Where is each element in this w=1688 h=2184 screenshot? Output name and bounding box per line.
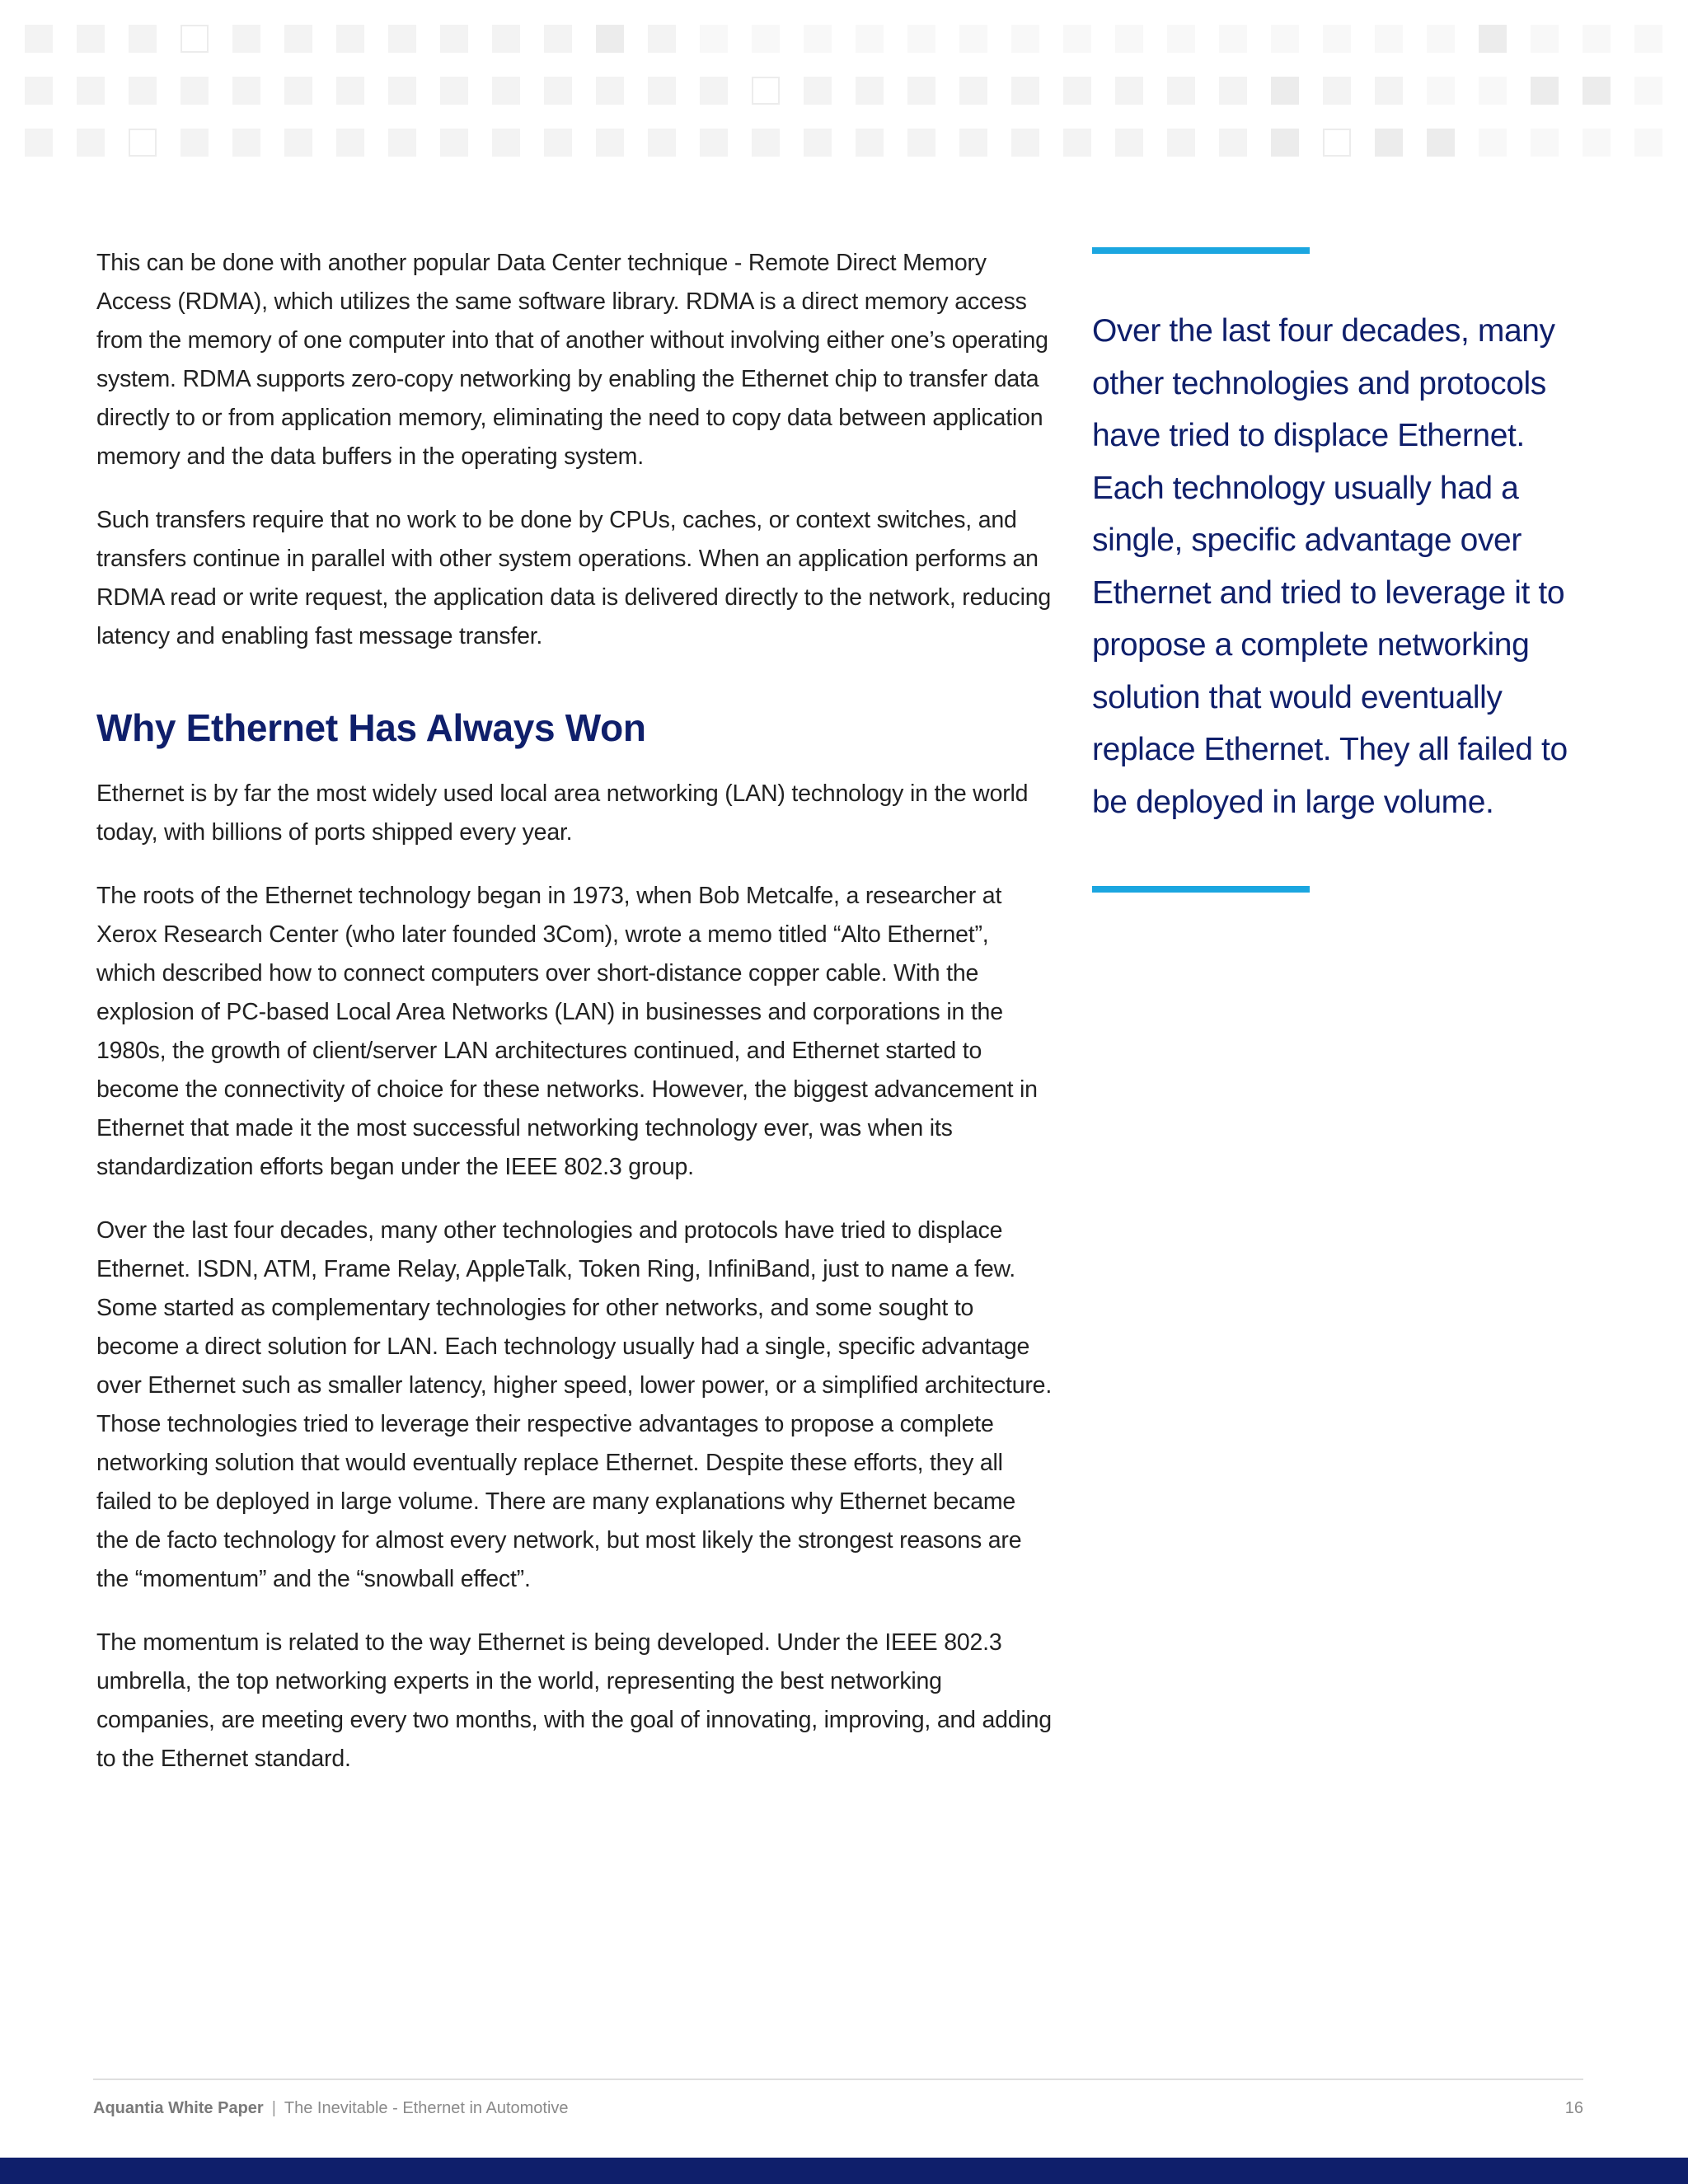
decorative-tile [336, 25, 364, 53]
decorative-tile [1219, 77, 1247, 105]
decorative-tile [1167, 77, 1195, 105]
decorative-tile [1427, 129, 1455, 157]
decorative-tile [440, 129, 468, 157]
decorative-tile [492, 77, 520, 105]
decorative-tile [1479, 77, 1507, 105]
decorative-tile [596, 129, 624, 157]
decorative-tile [440, 25, 468, 53]
decorative-tile [129, 129, 157, 157]
decorative-tile [544, 129, 572, 157]
decorative-tile [1271, 77, 1299, 105]
sidebar-pull-quote-box [1092, 247, 1595, 893]
decorative-tile [181, 77, 209, 105]
decorative-tile [1375, 129, 1403, 157]
pull-quote: Over the last four decades, many other technologies and protocols have tried to displace Ethernet. Each technology usually had a single, specific advantage over Ethernet and tried to leverage it to propose a complete networking solution that would eventually replace Ethernet. They all failed to be deployed in large volume. [1092, 313, 1568, 820]
decorative-tile [388, 129, 416, 157]
footer-brand: Aquantia White Paper [93, 2099, 264, 2117]
decorative-tile [648, 129, 676, 157]
decorative-tile [596, 77, 624, 105]
body-paragraph: The momentum is related to the way Ethernet is being developed. Under the IEEE 802.3 umbrella, the top networking experts in the world, representing the best networking companies, are meeting every two months, with the goal of innovating, improving, and adding to the Ethernet standard. [96, 1629, 1052, 1772]
decorative-tile [700, 25, 728, 53]
decorative-tile [1323, 77, 1351, 105]
decorative-tile [1634, 25, 1662, 53]
decorative-tile [1323, 25, 1351, 53]
decorative-tile [284, 77, 312, 105]
decorative-tile [596, 25, 624, 53]
body-paragraph: Ethernet is by far the most widely used local area networking (LAN) technology in the world today, with billions of ports shipped every year. [96, 780, 1029, 846]
decorative-tile [907, 25, 935, 53]
accent-rule-bottom [1092, 886, 1310, 893]
decorative-tile [1063, 25, 1091, 53]
decorative-tile [1634, 77, 1662, 105]
body-paragraph: Such transfers require that no work to be done by CPUs, caches, or context switches, and transfers continue in parallel with other system operations. When an application performs an RDMA read or write request, the application data is delivered directly to the network, reducing latency and enabling fast message transfer. [96, 507, 1052, 649]
decorative-tile [544, 77, 572, 105]
decorative-tile [1375, 25, 1403, 53]
decorative-tile [804, 77, 832, 105]
decorative-tile [77, 77, 105, 105]
page-footer [93, 2097, 1583, 2119]
decorative-tile [752, 77, 780, 105]
decorative-tile [1531, 25, 1559, 53]
decorative-tile [77, 129, 105, 157]
body-paragraph: This can be done with another popular Data Center technique - Remote Direct Memory Access (RDMA), which utilizes the same software library. RDMA is a direct memory access from the memory of one computer into that of another without involving either one’s operating system. RDMA supports zero-copy networking by enabling the Ethernet chip to transfer data directly to or from application memory, eliminating the need to copy data between application memory and the data buffers in the operating system. [96, 250, 1048, 470]
decorative-tile [1115, 77, 1143, 105]
decorative-tile [856, 77, 884, 105]
decorative-tile [1167, 129, 1195, 157]
decorative-tile [492, 25, 520, 53]
decorative-tile [1582, 25, 1611, 53]
decorative-tile [1115, 25, 1143, 53]
decorative-tile [388, 25, 416, 53]
body-paragraph: The roots of the Ethernet technology began in 1973, when Bob Metcalfe, a researcher at Xerox Research Center (who later founded 3Com), wrote a memo titled “Alto Ethernet”, which described how to connect computers over short-distance copper cable. With the explosion of PC-based Local Area Networks (LAN) in businesses and corporations in the 1980s, the growth of client/server LAN architectures continued, and Ethernet started to become the connectivity of choice for these networks. However, the biggest advancement in Ethernet that made it the most successful networking technology ever, was when its standardization efforts began under the IEEE 802.3 group. [96, 883, 1038, 1180]
decorative-tile [232, 129, 260, 157]
decorative-tile [752, 129, 780, 157]
decorative-tile [907, 77, 935, 105]
decorative-tile [752, 25, 780, 53]
decorative-tile [700, 77, 728, 105]
decorative-tile [1427, 77, 1455, 105]
decorative-tile [440, 77, 468, 105]
decorative-tile [1582, 77, 1611, 105]
decorative-tile [959, 129, 987, 157]
decorative-tile [648, 25, 676, 53]
decorative-tile [1427, 25, 1455, 53]
decorative-tile [1011, 129, 1039, 157]
bottom-color-bar [0, 2158, 1688, 2184]
decorative-tile [25, 25, 53, 53]
decorative-tile [492, 129, 520, 157]
decorative-tile [181, 25, 209, 53]
decorative-tile [232, 25, 260, 53]
decorative-tile [25, 77, 53, 105]
decorative-tile [1063, 77, 1091, 105]
decorative-tile [388, 77, 416, 105]
decorative-tile [1582, 129, 1611, 157]
decorative-tile [129, 25, 157, 53]
decorative-tile [232, 77, 260, 105]
decorative-tile [648, 77, 676, 105]
decorative-tile [959, 77, 987, 105]
decorative-tile [181, 129, 209, 157]
decorative-tile [1531, 129, 1559, 157]
decorative-tile [1063, 129, 1091, 157]
decorative-tile [336, 77, 364, 105]
decorative-tile [700, 129, 728, 157]
decorative-tile [1271, 25, 1299, 53]
footer-separator: | [271, 2099, 276, 2117]
footer-divider [93, 2079, 1583, 2080]
decorative-tile [1115, 129, 1143, 157]
section-heading: Why Ethernet Has Always Won [96, 706, 646, 749]
decorative-tile [1011, 77, 1039, 105]
body-paragraph: Over the last four decades, many other technologies and protocols have tried to displace Ethernet. ISDN, ATM, Frame Relay, AppleTalk, Token Ring, InfiniBand, just to name a few. Some started as complementary technologies for other networks, and some sought to become a direct solution for LAN. Each technology usually had a single, specific advantage over Ethernet such as smaller latency, higher speed, lower power, or a simplified architecture. Those technologies tried to leverage their respective advantages to propose a complete networking solution that would eventually replace Ethernet. Despite these efforts, they all failed to be deployed in large volume. There are many explanations why Ethernet became the de facto technology for almost every network, but most likely the strongest reasons are the “momentum” and the “snowball effect”. [96, 1217, 1053, 1592]
decorative-tile [1219, 129, 1247, 157]
decorative-tile [856, 25, 884, 53]
decorative-tile [1167, 25, 1195, 53]
decorative-tile [1375, 77, 1403, 105]
decorative-tile [959, 25, 987, 53]
decorative-tile [77, 25, 105, 53]
footer-document-title: The Inevitable - Ethernet in Automotive [284, 2099, 569, 2117]
decorative-tile [129, 77, 157, 105]
decorative-tile [284, 129, 312, 157]
decorative-tile [1634, 129, 1662, 157]
decorative-tile [1479, 129, 1507, 157]
header-tile-pattern [25, 25, 1663, 165]
decorative-tile [1011, 25, 1039, 53]
decorative-tile [1531, 77, 1559, 105]
accent-rule-top [1092, 247, 1310, 254]
decorative-tile [856, 129, 884, 157]
decorative-tile [1271, 129, 1299, 157]
decorative-tile [804, 129, 832, 157]
decorative-tile [804, 25, 832, 53]
decorative-tile [1479, 25, 1507, 53]
decorative-tile [907, 129, 935, 157]
decorative-tile [25, 129, 53, 157]
decorative-tile [284, 25, 312, 53]
decorative-tile [1323, 129, 1351, 157]
decorative-tile [544, 25, 572, 53]
decorative-tile [336, 129, 364, 157]
main-text-column [96, 244, 1053, 1803]
decorative-tile [1219, 25, 1247, 53]
page-number: 16 [1564, 2099, 1583, 2117]
